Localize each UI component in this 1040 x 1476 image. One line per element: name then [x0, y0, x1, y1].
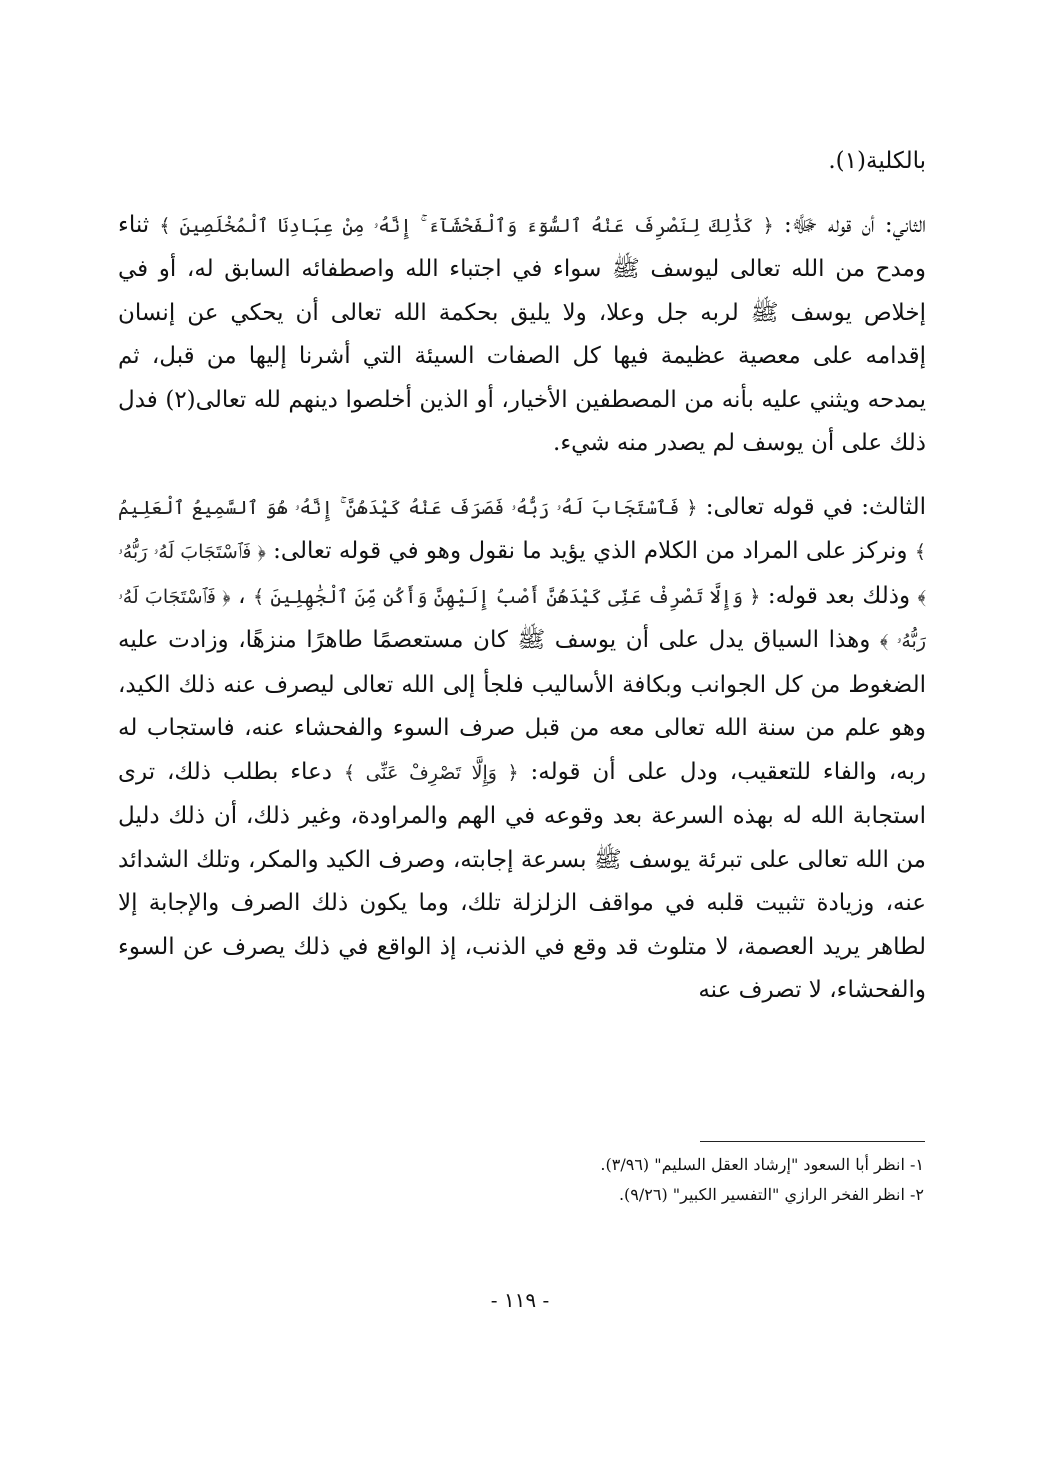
- paragraph-gap: [118, 184, 926, 204]
- paragraph-1: [118, 140, 926, 184]
- paragraph-2-body: ثناء ومدح من الله تعالى ليوسف ﷺ سواء في اجتباء الله واصطفائه السابق له، أو في إخلاص يوسف ﷺ لربه جل وعلا، ولا يليق بحكمة الله تعالى أن يحكي عن إنسان إقدامه على معصية عظيمة فيها كل الصفات السيئة التي أشرنا إليها من قبل، ثم يمدحه ويثني عليه بأنه من المصطفين الأخيار، أو الذين أخلصوا دينهم لله تعالى(٢) فدل ذلك على أن يوسف لم يصدر منه شيء.: [118, 211, 927, 456]
- paragraph-3: [118, 486, 926, 1013]
- paragraph-2: [118, 204, 926, 466]
- footnotes: [118, 1150, 924, 1210]
- quran-verse: ﴿ وَإِلَّا تَصْرِفْ عَنِّى كَيْدَهُنَّ أَصْبُ إِلَيْهِنَّ وَأَكُن مِّنَ ٱلْجَٰهِلِينَ ﴾: [253, 585, 761, 608]
- paragraph-3-body-1: وهذا السياق يدل على أن يوسف ﷺ كان مستعصمًا طاهرًا منزهًا، وزادت عليه الضغوط من كل الجوانب وبكافة الأساليب فلجأ إلى الله تعالى ليصرف عنه ذلك الكيد، وهو علم من سنة الله تعالى معه من قبل صرف السوء والفحشاء عنه، فاستجاب له ربه، والفاء للتعقيب، ودل على أن قوله:: [118, 627, 926, 785]
- quran-verse: ﴿ وَإِلَّا تَصْرِفْ عَنِّى ﴾: [343, 761, 519, 784]
- paragraph-1-text: بالكلية(١).: [828, 148, 926, 174]
- paragraph-gap: [118, 466, 926, 486]
- page-number: - ١١٩ -: [490, 1288, 550, 1312]
- paragraph-3-line-2: ونركز على المراد من الكلام الذي يؤيد ما نقول وهو في قوله تعالى:: [273, 538, 908, 564]
- paragraph-3-line-3: وذلك بعد قوله:: [767, 582, 911, 609]
- quran-verse: ﴿ فَٱسْتَجَابَ لَهُۥ رَبُّهُۥ ﴾: [118, 585, 926, 652]
- footnote-2: ٢- انظر الفخر الرازي "التفسير الكبير" (٩/٢٦).: [618, 1185, 924, 1204]
- quran-verse: ﴿ فَٱسْتَجَابَ لَهُۥ رَبُّهُۥ فَصَرَفَ عَنْهُ كَيْدَهُنَّ ۚ إِنَّهُۥ هُوَ ٱلسَّمِيعُ ٱلْعَلِيمُ ﴾: [118, 496, 926, 563]
- quran-verse: ﴿ فَٱسْتَجَابَ لَهُۥ رَبُّهُۥ ﴾: [118, 541, 927, 608]
- paragraph-3-lead: الثالث: في قوله تعالى:: [705, 493, 926, 520]
- paragraph-3-body-2: دعاء بطلب ذلك، ترى استجابة الله له بهذه السرعة بعد وقوعه في الهم والمراودة، وغير ذلك، أن ذلك دليل من الله تعالى على تبرئة يوسف ﷺ بسرعة إجابته، وصرف الكيد والمكر، وتلك الشدائد عنه، وزيادة تثبيت قلبه في مواقف الزلزلة تلك، وما يكون ذلك الصرف والإجابة إلا لطاهر يريد العصمة، لا متلوث قد وقع في الذنب، إذ الواقع في ذلك يصرف عن السوء والفحشاء، لا تصرف عنه: [118, 758, 926, 1003]
- footnote-divider: [700, 1141, 925, 1142]
- verse-separator: ،: [238, 582, 246, 609]
- quran-verse: ﴿ كَذَٰلِكَ لِنَصْرِفَ عَنْهُ ٱلسُّوٓءَ وَٱلْفَحْشَآءَ ۚ إِنَّهُۥ مِنْ عِبَادِنَا ٱلْمُخْلَصِينَ ﴾: [159, 214, 774, 237]
- footnote-1: ١- انظر أبا السعود "إرشاد العقل السليم" (٣/٩٦).: [600, 1155, 924, 1174]
- paragraph-2-lead: الثاني: أن قوله ﷻ:: [783, 211, 927, 238]
- main-text: [118, 140, 926, 1013]
